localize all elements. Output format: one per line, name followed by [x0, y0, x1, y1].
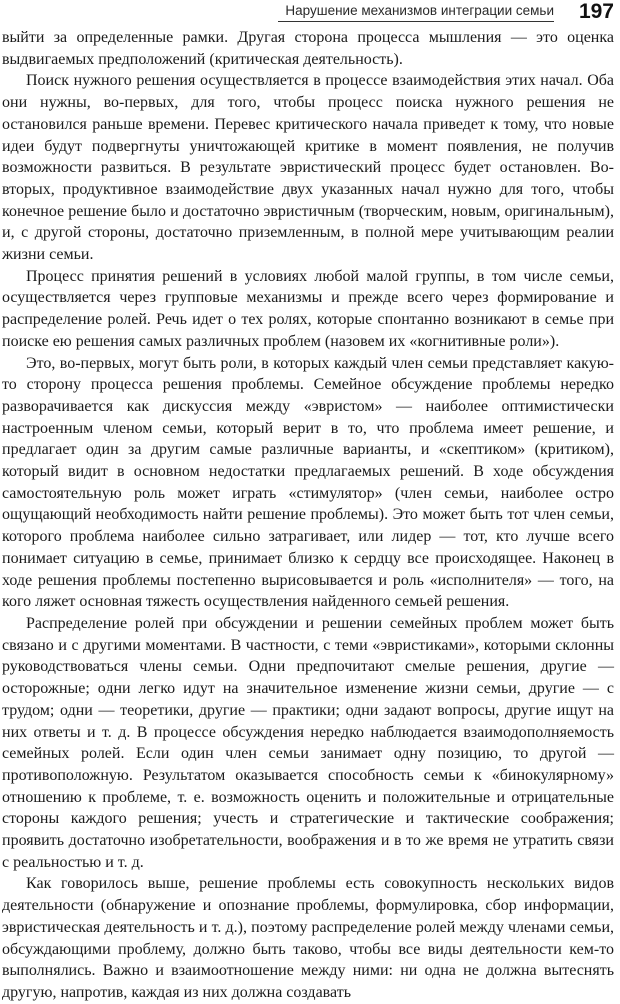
paragraph: Распределение ролей при обсуждении и решении семейных проблем может быть связано и с другими моментами. В частности, с теми «эвристиками», которыми склонны руководствоваться члены семьи. Одни предпочитают смелые решения, другие — осторожные; одни легко идут на значительное изменение жизни семьи, другие — с трудом; одни — теоретики, другие — практики; одни задают вопросы, другие ищут на них ответы и т. д. В процессе обсуждения нередко наблюдается взаимодополняемость семейных ролей. Если один член семьи занимает одну позицию, то другой — противоположную. Результатом оказывается способность семьи к «бинокулярному» отношению к проблеме, т. е. возможность оценить и положительные и отрицательные стороны каждого решения; учесть и стратегические и тактические соображения; проявить достаточно изобретательности, воображения и в то же время не утратить связи с реальностью и т. д. [2, 614, 614, 871]
paragraph: Поиск нужного решения осуществляется в процессе взаимодействия этих начал. Оба они нужны, во-первых, для того, чтобы процесс поиска нужного решения не остановился раньше времени. Перевес критического начала приведет к тому, что новые идеи будут подвергнуты уничтожающей критике в момент появления, не получив возможности развиться. В результате эвристический процесс будет остановлен. Во-вторых, продуктивное взаимодействие двух указанных начал нужно для того, чтобы конечное решение было и достаточно эвристичным (творческим, новым, оригинальным), и, с другой стороны, достаточно приземленным, в полной мере учитывающим реалии жизни семьи. [2, 72, 614, 264]
paragraph-continuation: выйти за определенные рамки. Другая сторона процесса мышления — это оценка выдвигаемых предположений (критическая деятельность). [2, 29, 614, 68]
paragraph: Процесс принятия решений в условиях любой малой группы, в том числе семьи, осуществляется через групповые механизмы и прежде всего через формирование и распределение ролей. Речь идет о тех ролях, которые спонтанно возникают в семье при поиске ею решения самых различных проблем (назовем их «когнитивные роли»). [2, 267, 614, 350]
running-header-title: Нарушение механизмов интеграции семьи [285, 3, 554, 18]
body-text [2, 27, 614, 1004]
paragraph: Как говорилось выше, решение проблемы есть совокупность нескольких видов деятельности (обнаружение и опознание проблемы, формулировка, сбор информации, эвристическая деятельность и т. д.), поэтому распределение ролей между членами семьи, обсуждающими проблему, должно быть таково, чтобы все виды деятельности кем-то выполнялись. Важно и взаимоотношение между ними: ни одна не должна вытеснять другую, напротив, каждая из них должна создавать [2, 875, 614, 1001]
running-header [0, 0, 620, 26]
paragraph: Это, во-первых, могут быть роли, в которых каждый член семьи представляет какую-то сторону процесса решения проблемы. Семейное обсуждение проблемы нередко разворачивается как дискуссия между «эвристом» — наиболее оптимистически настроенным членом семьи, который верит в то, что проблема имеет решение, и предлагает один за другим самые различные варианты, и «скептиком» (критиком), который видит в основном недостатки предлагаемых решений. В ходе обсуждения самостоятельную роль может играть «стимулятор» (член семьи, наиболее остро ощущающий необходимость найти решение проблемы). Это может быть тот член семьи, которого проблема наиболее сильно затрагивает, или лидер — тот, кто лучше всего понимает ситуацию в семье, принимает близко к сердцу все происходящее. Наконец в ходе решения проблемы постепенно вырисовывается и роль «исполнителя» — того, на кого ляжет основная тяжесть осуществления найденного семьей решения. [2, 354, 614, 611]
header-rule [278, 21, 554, 22]
page-number: 197 [578, 0, 614, 23]
